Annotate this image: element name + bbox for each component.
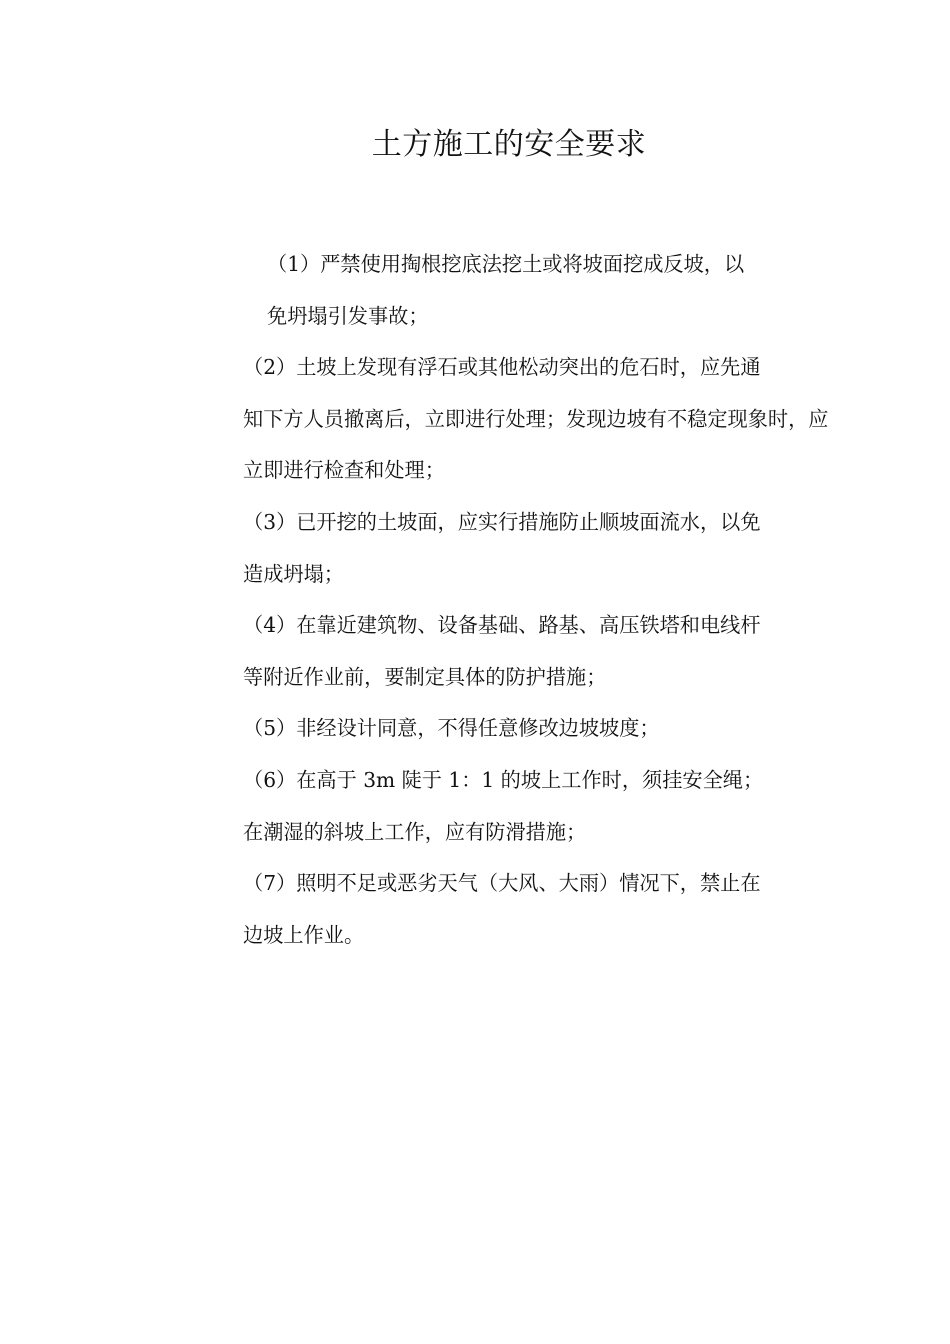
paragraph-line: （4）在靠近建筑物、设备基础、路基、高压铁塔和电线杆 [243,613,761,638]
paragraph-line: （2）土坡上发现有浮石或其他松动突出的危石时，应先通 [243,355,761,380]
paragraph-line: （5）非经设计同意，不得任意修改边坡坡度； [243,716,660,741]
paragraph-line: 等附近作业前，要制定具体的防护措施； [243,664,607,689]
paragraph-line: 免坍塌引发事故； [267,303,429,328]
document-body [147,239,829,961]
paragraph-6 [147,755,807,858]
paragraph-3 [147,497,807,600]
paragraph-7 [147,858,807,961]
paragraph-4 [147,600,807,703]
paragraph-line: （6）在高于 3m 陡于 1：1 的坡上工作时，须挂安全绳； [243,767,764,792]
document-title: 土方施工的安全要求 [371,127,647,162]
paragraph-5 [147,703,807,755]
paragraph-1 [147,239,807,342]
paragraph-line: 造成坍塌； [243,561,344,586]
paragraph-line: 在潮湿的斜坡上工作，应有防滑措施； [243,819,587,844]
paragraph-line: 立即进行检查和处理； [243,458,445,483]
paragraph-line: （1）严禁使用掏根挖底法挖土或将坡面挖成反坡，以 [267,252,745,276]
paragraph-line: （7）照明不足或恶劣天气（大风、大雨）情况下，禁止在 [243,871,761,896]
paragraph-line: （3）已开挖的土坡面，应实行措施防止顺坡面流水，以免 [243,509,761,534]
paragraph-2 [147,342,829,497]
paragraph-line: 知下方人员撤离后，立即进行处理；发现边坡有不稳定现象时，应 [243,406,829,431]
paragraph-line: 边坡上作业。 [243,922,365,947]
